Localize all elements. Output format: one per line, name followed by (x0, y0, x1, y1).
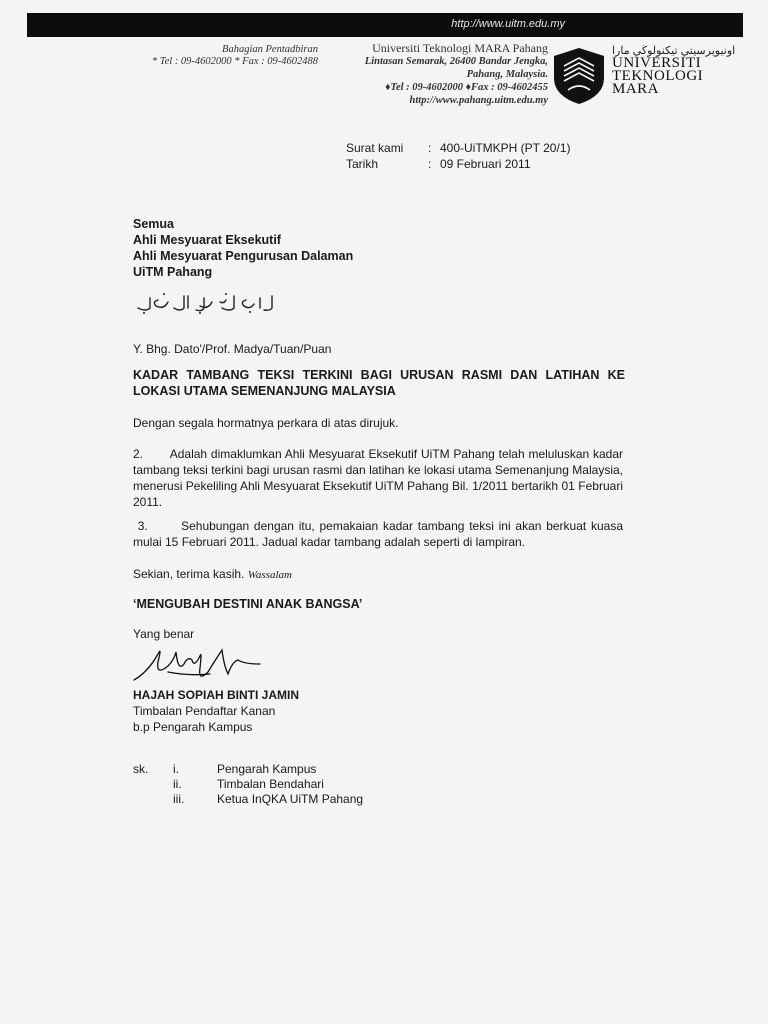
cc-list (133, 762, 363, 807)
our-ref-label: Surat kami (346, 141, 404, 155)
paragraph-2: 2. Adalah dimaklumkan Ahli Mesyuarat Eksekutif UiTM Pahang telah meluluskan kadar tambang teksi terkini bagi urusan rasmi dan latihan ke lokasi utama Semenanjung Malaysia, menerusi Pekeliling Ahli Mesyuarat Eksekutif UiTM Pahang Bil. 1/2011 bertarikh 01 Februari 2011. (133, 447, 623, 509)
recipient-line: Ahli Mesyuarat Pengurusan Dalaman (133, 249, 354, 263)
uni-line-3: MARA (612, 81, 660, 97)
ref-colon: : (428, 141, 432, 155)
university-jawi-name: اونيويرسيتي تيكنولوڬي مارا (612, 45, 736, 57)
department-contact: * Tel : 09-4602000 * Fax : 09-4602488 (151, 56, 318, 67)
cc-item: Pengarah Kampus (217, 762, 317, 776)
date-colon: : (428, 157, 432, 171)
motto: ‘MENGUBAH DESTINI ANAK BANGSA’ (133, 597, 363, 611)
salutation: Y. Bhg. Dato'/Prof. Madya/Tuan/Puan (133, 342, 332, 356)
department-name: Bahagian Pentadbiran (222, 44, 318, 55)
signer-title: Timbalan Pendaftar Kanan (133, 704, 276, 718)
uitm-crest-icon (552, 46, 606, 106)
paragraph-3: 3. Sehubungan dengan itu, pemakaian kadar tambang teksi ini akan berkuat kuasa mulai 15 Februari 2011. Jadual kadar tambang adalah seperti di lampiran. (133, 519, 623, 549)
signer-on-behalf: b.p Pengarah Kampus (133, 720, 253, 734)
closing-thanks (133, 566, 623, 583)
campus-name: Universiti Teknologi MARA Pahang (372, 41, 548, 55)
date-value: 09 Februari 2011 (440, 157, 531, 171)
our-ref-value: 400-UiTMKPH (PT 20/1) (440, 141, 571, 155)
university-name-block (612, 44, 742, 96)
signer-name: HAJAH SOPIAH BINTI JAMIN (133, 688, 300, 702)
cc-item: Ketua InQKA UiTM Pahang (217, 792, 364, 806)
address-line-2: Pahang, Malaysia. (466, 69, 548, 80)
department-block (130, 44, 318, 68)
cc-num: iii. (173, 792, 185, 806)
uni-line-2: TEKNOLOGI (612, 68, 704, 84)
uni-line-1: UNIVERSITI (612, 55, 702, 71)
recipient-line: UiTM Pahang (133, 265, 213, 279)
recipients (133, 216, 353, 280)
letter-subject: KADAR TAMBANG TEKSI TERKINI BAGI URUSAN RASMI DAN LATIHAN KE LOKASI UTAMA SEMENANJUNG MALAYSIA (133, 368, 625, 398)
campus-address (340, 42, 548, 107)
cc-item: Timbalan Bendahari (217, 777, 324, 791)
recipient-line: Ahli Mesyuarat Eksekutif (133, 233, 281, 247)
signer-block (133, 687, 299, 735)
cc-num: i. (173, 762, 179, 776)
campus-web[interactable]: http://www.pahang.uitm.edu.my (409, 95, 548, 106)
recipient-line: Semua (133, 217, 174, 231)
contact-line: ♦Tel : 09-4602000 ♦Fax : 09-4602455 (385, 82, 548, 93)
cc-num: ii. (173, 777, 182, 791)
wassalam-text: Wassalam (247, 569, 292, 581)
arabic-greeting-calligraphy (130, 290, 280, 316)
reference-block (346, 140, 570, 172)
closing-phrase: Yang benar (133, 627, 195, 641)
paragraph-1: Dengan segala hormatnya perkara di atas dirujuk. (133, 416, 399, 430)
thanks-text: Sekian, terima kasih. (133, 567, 245, 581)
date-label: Tarikh (346, 157, 379, 171)
address-line-1: Lintasan Semarak, 26400 Bandar Jengka, (364, 56, 548, 67)
header-bar (27, 13, 743, 37)
header-url[interactable]: http://www.uitm.edu.my (451, 18, 565, 30)
cc-label: sk. (133, 762, 149, 776)
signature-icon (128, 642, 268, 692)
